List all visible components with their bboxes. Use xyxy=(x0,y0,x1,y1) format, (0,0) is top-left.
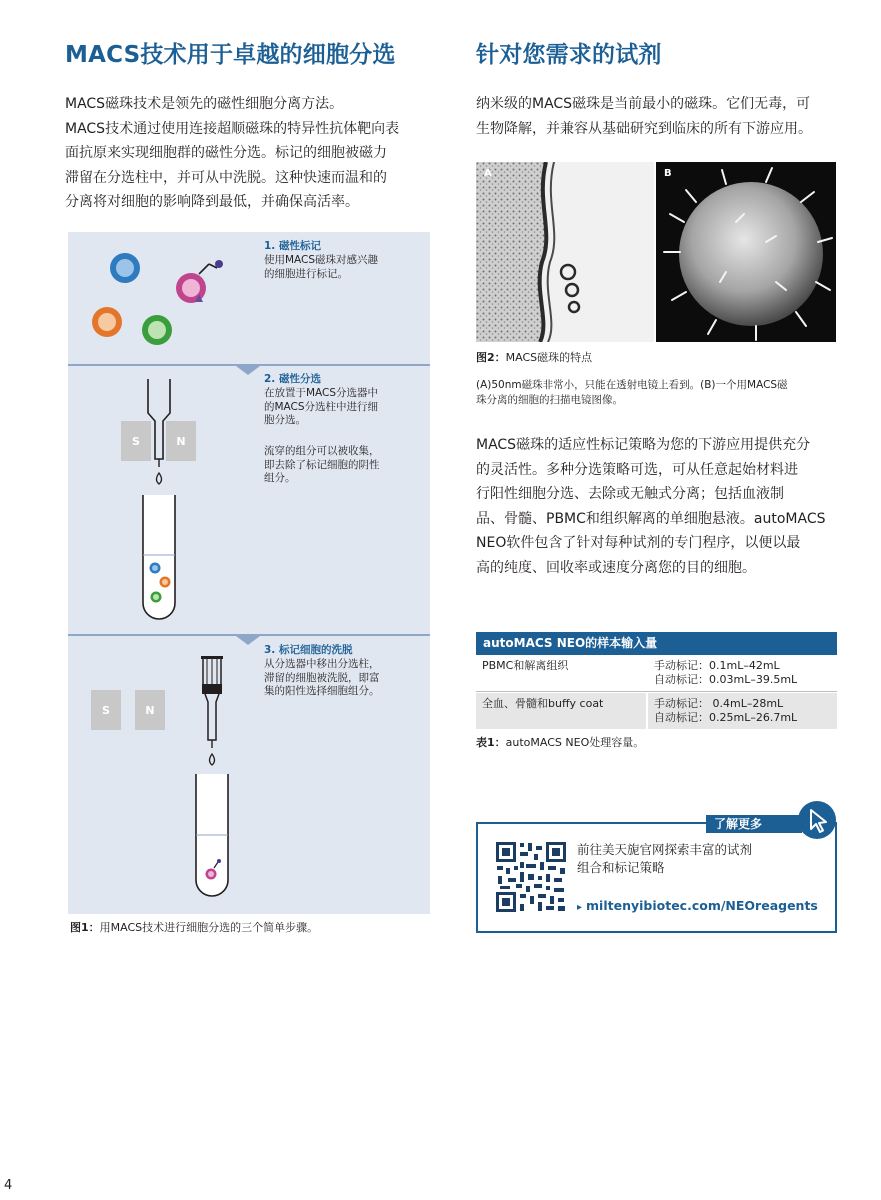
step3-line: 滞留的细胞被洗脱，即富 xyxy=(264,671,380,684)
sem-image xyxy=(656,162,836,342)
step1-title: 1. 磁性标记 xyxy=(264,240,321,252)
paragraph-line: MACS磁珠技术是领先的磁性细胞分离方法。 xyxy=(65,96,344,112)
table-cell-text: 全血、骨髓和buffy coat xyxy=(482,697,604,710)
step1-line: 使用MACS磁珠对感兴趣 xyxy=(264,254,379,266)
paragraph-line: NEO软件包含了针对每种试剂的专门程序，以便以最 xyxy=(476,535,801,551)
tem-image xyxy=(476,162,654,342)
paragraph-line: 品、骨髓、PBMC和组织解离的单细胞悬液。autoMACS xyxy=(476,510,826,527)
figure1-caption-label: 图1： xyxy=(70,921,100,934)
step2-line: 在放置于MACS分选器中 xyxy=(264,387,379,399)
arrow-right-icon: ▸ xyxy=(577,902,583,913)
page-number: 4 xyxy=(4,1178,13,1193)
paragraph-line: 生物降解，并兼容从基础研究到临床的所有下游应用。 xyxy=(476,120,812,137)
cursor-badge[interactable] xyxy=(798,801,836,839)
caption-detail-line: 珠分离的细胞的扫描电镜图像。 xyxy=(476,394,623,406)
step2-extra-text xyxy=(264,445,380,486)
table-cell-volume xyxy=(648,693,837,729)
step3-text xyxy=(264,658,380,699)
image-label-a: A xyxy=(484,168,492,179)
step3-line: 从分选器中移出分选柱， xyxy=(264,658,380,670)
step2-title: 2. 磁性分选 xyxy=(264,373,321,385)
right-intro-paragraph xyxy=(476,92,846,141)
step2-line: 组分。 xyxy=(264,472,296,484)
divider-notch xyxy=(236,636,260,645)
step1-text xyxy=(264,254,378,281)
step1-line: 的细胞进行标记。 xyxy=(264,267,348,280)
labeled-cells-illustration xyxy=(85,240,245,350)
step3-title: 3. 标记细胞的洗脱 xyxy=(264,644,353,656)
paragraph-line: 分离将对细胞的影响降到最低，并确保高活率。 xyxy=(65,194,359,210)
learn-more-line: 前往美天旎官网探索丰富的试剂 xyxy=(577,842,753,857)
right-body-paragraph xyxy=(476,433,846,580)
paragraph-line: MACS磁珠的适应性标记策略为您的下游应用提供充分 xyxy=(476,437,811,453)
figure1-caption-text: 用MACS技术进行细胞分选的三个简单步骤。 xyxy=(99,921,319,934)
qr-code-icon[interactable] xyxy=(494,840,568,914)
table-caption-text: autoMACS NEO处理容量。 xyxy=(505,736,645,749)
paragraph-line: 纳米级的MACS磁珠是当前最小的磁珠。它们无毒，可 xyxy=(476,96,811,112)
plunger-tube-illustration xyxy=(185,652,245,900)
figure2-caption-label: 图2： xyxy=(476,351,506,364)
table-cell-text: 自动标记：0.03mL–39.5mL xyxy=(654,673,798,686)
left-heading: MACS技术用于卓越的细胞分选 xyxy=(65,42,396,68)
paragraph-line: MACS技术通过使用连接超顺磁珠的特异性抗体靶向表 xyxy=(65,120,400,137)
figure2-caption xyxy=(476,350,592,365)
step2-text xyxy=(264,387,378,428)
website-link[interactable] xyxy=(577,898,818,913)
table-cell-sample xyxy=(476,693,646,729)
right-heading: 针对您需求的试剂 xyxy=(476,42,662,68)
left-intro-paragraph xyxy=(65,92,435,215)
cursor-icon xyxy=(798,801,836,839)
table-cell-volume xyxy=(648,655,837,691)
magnet-s: S xyxy=(121,421,151,461)
step3-line: 集的阳性选择细胞组分。 xyxy=(264,685,380,697)
magnet-s: S xyxy=(91,690,121,730)
figure2-caption-detail xyxy=(476,378,788,408)
table-cell-text: 自动标记：0.25mL–26.7mL xyxy=(654,711,798,724)
paragraph-line: 滞留在分选柱中，并可从中洗脱。这种快速而温和的 xyxy=(65,169,387,186)
table-caption-label: 表1： xyxy=(476,736,506,749)
table-caption xyxy=(476,735,644,750)
paragraph-line: 行阳性细胞分选、去除或无触式分离；包括血液制 xyxy=(476,486,784,502)
figure1-caption xyxy=(70,920,318,935)
paragraph-line: 高的纯度、回收率或速度分离您的目的细胞。 xyxy=(476,559,756,576)
paragraph-line: 的灵活性。多种分选策略可选，可从任意起始材料进 xyxy=(476,461,798,478)
step2-line: 胞分选。 xyxy=(264,414,306,426)
magnet-n: N xyxy=(135,690,165,730)
table-cell-text: 手动标记： 0.4mL–28mL xyxy=(654,697,784,710)
table-cell-sample xyxy=(476,655,646,691)
table-title: autoMACS NEO的样本输入量 xyxy=(476,632,837,655)
figure2-caption-text: MACS磁珠的特点 xyxy=(505,351,593,364)
magnet-n: N xyxy=(166,421,196,461)
learn-more-tag[interactable]: 了解更多 xyxy=(706,815,802,833)
learn-more-line: 组合和标记策略 xyxy=(577,860,665,875)
table-row-divider xyxy=(476,691,837,692)
step2-line: 的MACS分选柱中进行细 xyxy=(264,400,379,413)
paragraph-line: 面抗原来实现细胞群的磁性分选。标记的细胞被磁力 xyxy=(65,145,387,161)
divider-notch xyxy=(236,366,260,375)
image-label-b: B xyxy=(664,168,672,179)
column-tube-illustration xyxy=(130,375,190,620)
step2-line: 即去除了标记细胞的阴性 xyxy=(264,458,380,471)
table-cell-text: 手动标记：0.1mL–42mL xyxy=(654,659,780,672)
caption-detail-line: (A)50nm磁珠非常小，只能在透射电镜上看到。(B)一个用MACS磁 xyxy=(476,379,788,391)
table-cell-text: PBMC和解离组织 xyxy=(482,659,569,672)
learn-more-text xyxy=(577,841,752,877)
step2-line: 流穿的组分可以被收集， xyxy=(264,445,380,457)
website-link-text[interactable]: miltenyibiotec.com/NEOreagents xyxy=(586,898,818,913)
